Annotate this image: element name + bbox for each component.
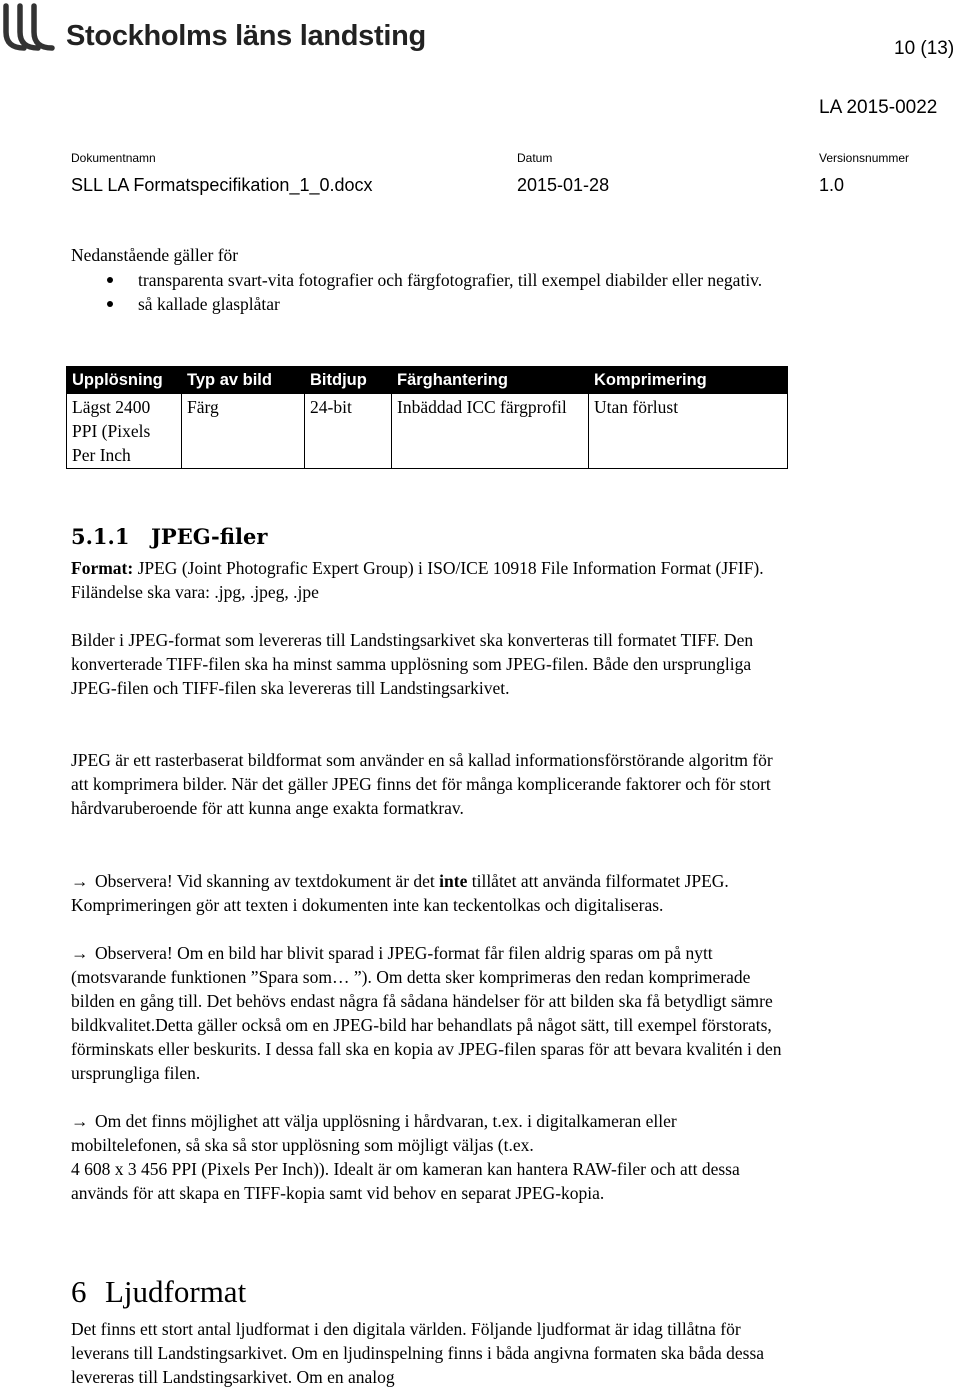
version-value: 1.0 [819, 175, 845, 195]
section-title: JPEG-filer [151, 524, 268, 549]
format-label: Format: [71, 558, 134, 578]
table-header-cell: Typ av bild [182, 367, 305, 394]
document-id: LA 2015-0022 [819, 97, 938, 118]
sll-logo-icon [0, 2, 60, 54]
chapter-title: Ljudformat [105, 1274, 247, 1309]
table-header-row [67, 367, 788, 394]
format-paragraph [71, 556, 791, 604]
paragraph: Det finns ett stort antal ljudformat i den digitala världen. Följande ljudformat är idag tillåtna för leverans till Landstingsarkivet. Om en ljudinspelning finns i båda angivna formaten ska båda dessa levereras till Landstingsarkivet. Om en analog [71, 1319, 765, 1387]
spec-table [66, 366, 788, 469]
note-text: Observera! Om en bild har blivit sparad i JPEG-format får filen aldrig sparas om på nytt (motsvarande funktionen ”Spara som… ”). Om detta sker komprimeras den redan komprimerade bilden en gång till. Det behövs endast några få sådana händelser för att bilden ska få betydligt sämre bildkvalitet.Detta gäller också om en JPEG-bild har behandlats på något sätt, till exempel förstorats, förminskats eller beskurits. I dessa fall ska en kopia av JPEG-filen sparas för att bevara kvalitén i den ursprungliga filen. [71, 943, 782, 1083]
table-cell: Utan förlust [589, 394, 788, 469]
doc-name-label: Dokumentnamn [71, 151, 156, 165]
version-label: Versionsnummer [819, 151, 910, 165]
table-row [67, 394, 788, 469]
chapter-heading [71, 1274, 246, 1310]
table-header-cell: Bitdjup [305, 367, 392, 394]
intro-bullet-list [100, 268, 800, 316]
note-text: Om det finns möjlighet att välja upplösning i hårdvaran, t.ex. i digitalkameran eller mobiltelefonen, så ska så stor upplösning som möjligt väljas (t.ex. [71, 1111, 677, 1155]
note-paragraph [71, 941, 791, 1085]
note-emphasis: inte [439, 871, 468, 891]
table-cell: Lägst 2400 PPI (Pixels Per Inch [67, 394, 182, 469]
section-number: 5.1.1 [71, 524, 130, 549]
note-paragraph [71, 1109, 791, 1157]
table-cell: Färg [182, 394, 305, 469]
paragraph: Bilder i JPEG-format som levereras till Landstingsarkivet ska konverteras till formatet TIFF. Den konverterade TIFF-filen ska ha minst samma upplösning som JPEG-filen. Både den ursprungliga JPEG-filen och TIFF-filen ska levereras till Landstingsarkivet. [71, 630, 754, 698]
table-cell: Inbäddad ICC färgprofil [392, 394, 589, 469]
table-cell: 24-bit [305, 394, 392, 469]
paragraph: JPEG är ett rasterbaserat bildformat som använder en så kallad informationsförstörande algoritm för att komprimera bilder. När det gäller JPEG finns det för många komplicerande faktorer och för stort hårdvaruberoende för att kunna ange exakta formatkrav. [71, 750, 773, 818]
list-item: transparenta svart-vita fotografier och färgfotografier, till exempel diabilder eller negativ. [100, 268, 800, 292]
chapter-number: 6 [71, 1274, 87, 1309]
logo-text: Stockholms läns landsting [66, 20, 426, 52]
page-number: 10 (13) [894, 38, 955, 59]
arrow-right-icon: → [71, 943, 89, 963]
note-paragraph [71, 869, 791, 917]
paragraph: 4 608 x 3 456 PPI (Pixels Per Inch)). Idealt är om kameran kan hantera RAW-filer och att dessa används för att skapa en TIFF-kopia samt vid behov en separat JPEG-kopia. [71, 1159, 740, 1203]
doc-name-value: SLL LA Formatspecifikation_1_0.docx [71, 175, 373, 195]
date-label: Datum [517, 151, 553, 165]
date-value: 2015-01-28 [517, 175, 610, 195]
note-text: Observera! Vid skanning av textdokument är det [95, 871, 440, 891]
table-header-cell: Komprimering [589, 367, 788, 394]
format-text: JPEG (Joint Photografic Expert Group) i ISO/ICE 10918 File Information Format (JFIF). Filändelse ska vara: .jpg, .jpeg, .jpe [71, 558, 764, 602]
section-heading [71, 524, 267, 549]
note-text: tillåtet att använda filformatet JPEG. Komprimeringen gör att texten i dokumenten inte kan teckentolkas och digitaliseras. [71, 871, 729, 915]
table-header-cell: Upplösning [67, 367, 182, 394]
list-item: så kallade glasplåtar [100, 292, 800, 316]
arrow-right-icon: → [71, 871, 89, 891]
intro-lead: Nedanstående gäller för [71, 245, 239, 265]
table-header-cell: Färghantering [392, 367, 589, 394]
arrow-right-icon: → [71, 1111, 89, 1131]
